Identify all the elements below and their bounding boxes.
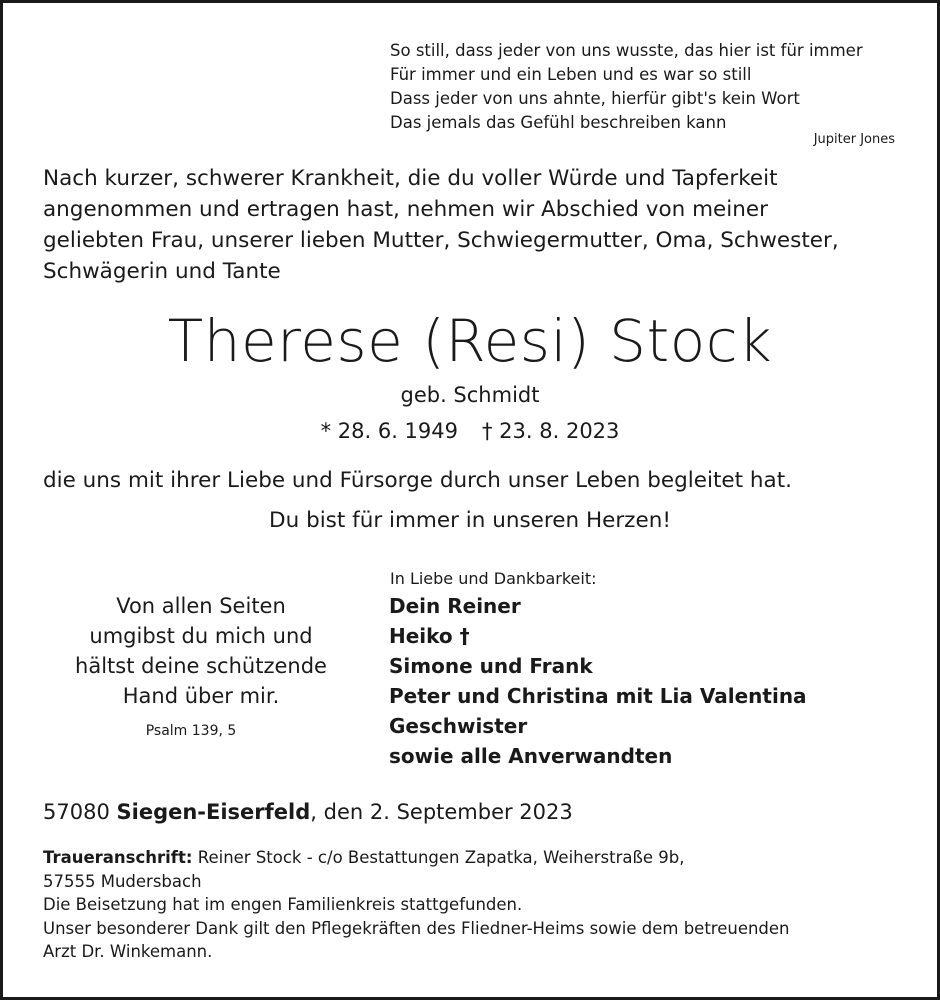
psalm-line: umgibst du mich und [89,624,313,648]
psalm-reference: Psalm 139, 5 [145,723,237,739]
poem-line: So still, dass jeder von uns wusste, das hier ist für immer [390,41,863,60]
dedication-line: die uns mit ihrer Liebe und Fürsorge durch unser Leben begleitet hat. [43,468,792,493]
death-date: † 23. 8. 2023 [482,419,620,443]
mourner-name: Dein Reiner [389,594,521,618]
poem-author: Jupiter Jones [813,132,895,147]
thanks-line: Unser besonderer Dank gilt den Pflegekräften des Fliedner-Heims sowie dem betreuenden [43,918,790,938]
psalm-line: Von allen Seiten [116,594,286,618]
postcode: 57080 [43,800,110,824]
intro-line: Schwägerin und Tante [43,259,281,284]
address-label: Traueranschrift: [43,848,193,867]
poem-line: Dass jeder von uns ahnte, hierfür gibt's kein Wort [390,89,800,108]
intro-text [43,163,839,287]
address-line-2: 57555 Mudersbach [43,871,202,891]
dedication-closing: Du bist für immer in unseren Herzen! [269,508,671,533]
thanks-line-2: Arzt Dr. Winkemann. [43,942,213,961]
birth-date: * 28. 6. 1949 [320,419,458,443]
mourner-name: Geschwister [389,714,528,738]
intro-line: geliebten Frau, unserer lieben Mutter, Schwiegermutter, Oma, Schwester, [43,228,839,253]
intro-line: angenommen und ertragen hast, nehmen wir Abschied von meiner [43,197,768,222]
burial-note: Die Beisetzung hat im engen Familienkreis stattgefunden. [43,895,523,914]
mourner-name: sowie alle Anverwandten [389,744,673,768]
poem-line: Für immer und ein Leben und es war so still [390,65,752,84]
birth-name: geb. Schmidt [400,383,540,407]
mourners-intro: In Liebe und Dankbarkeit: [390,569,597,588]
psalm-quote [41,591,361,711]
address-line [43,846,790,870]
deceased-name: Therese (Resi) Stock [167,307,773,375]
footer-notes [43,846,790,964]
intro-line: Nach kurzer, schwerer Krankheit, die du voller Würde und Tapferkeit [43,166,778,191]
address-text: Reiner Stock - c/o Bestattungen Zapatka, Weiherstraße 9b, [192,848,685,867]
place-and-date [43,800,573,824]
psalm-line: Hand über mir. [122,684,280,708]
mourners-list [389,591,807,771]
psalm-line: hältst deine schützende [75,654,327,678]
poem-verse [390,39,863,135]
mourner-name: Heiko † [389,624,470,648]
date-text: , den 2. September 2023 [310,800,573,824]
poem-line: Das jemals das Gefühl beschreiben kann [390,113,727,132]
city: Siegen-Eiserfeld [116,800,311,824]
mourner-name: Simone und Frank [389,654,593,678]
life-dates [3,419,937,443]
mourner-name: Peter und Christina mit Lia Valentina [389,684,807,708]
